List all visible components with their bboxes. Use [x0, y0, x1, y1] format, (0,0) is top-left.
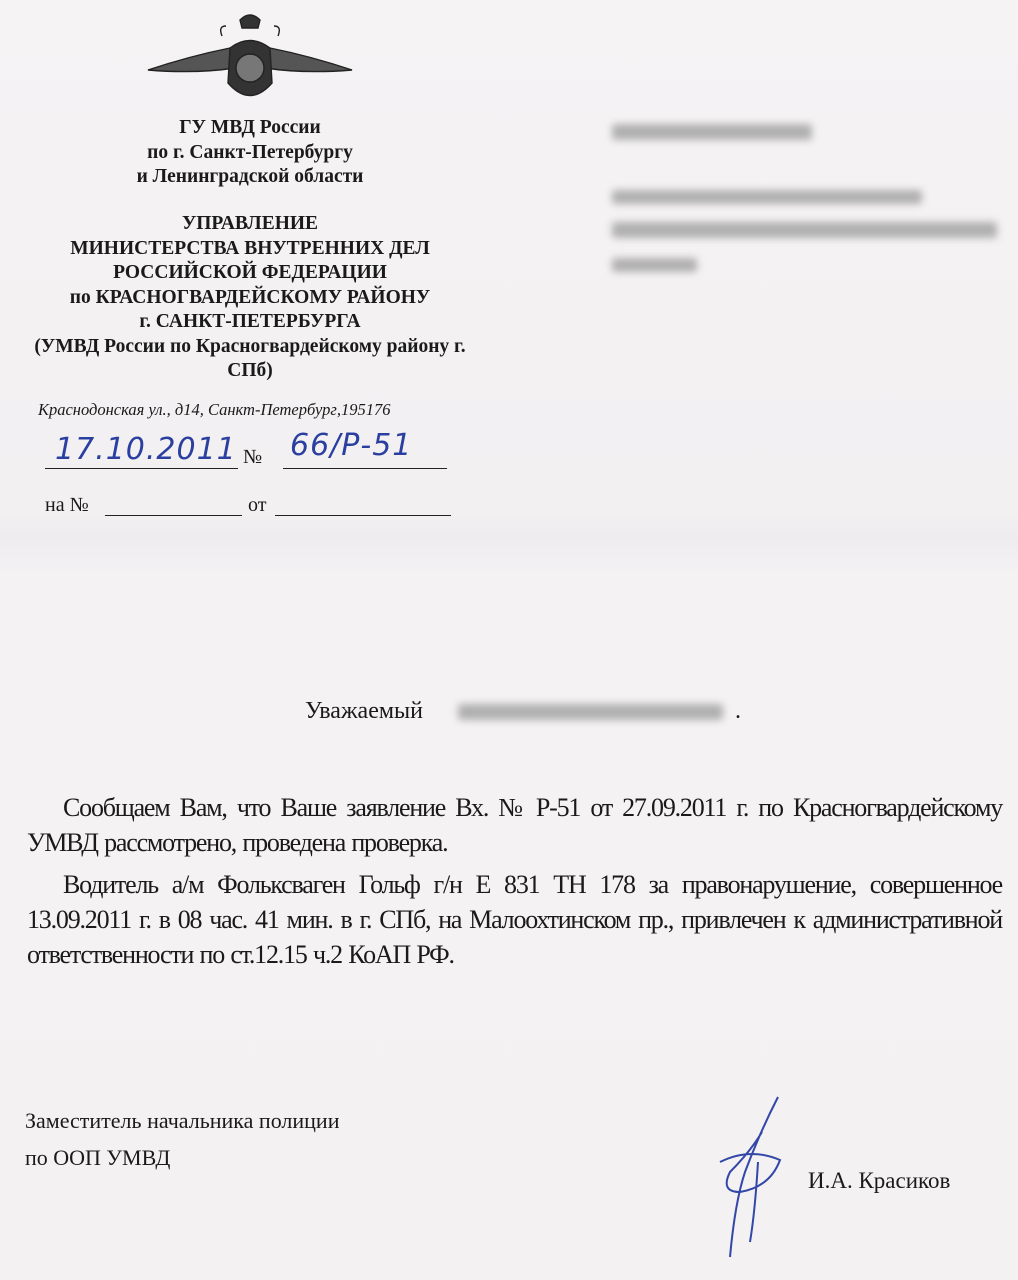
org-line: по г. Санкт-Петербургу	[147, 141, 353, 163]
signer-name: И.А. Красиков	[808, 1168, 951, 1193]
outgoing-date: 17.10.2011	[55, 432, 237, 467]
dept-line: МИНИСТЕРСТВА ВНУТРЕННИХ ДЕЛ	[70, 237, 430, 259]
outgoing-number: 66/Р-51	[290, 428, 413, 463]
redacted-recipient-name	[458, 704, 723, 720]
handwritten-signature	[700, 1092, 800, 1267]
mvd-emblem-icon	[140, 8, 360, 113]
org-line: и Ленинградской области	[136, 166, 364, 187]
body-paragraph: Сообщаем Вам, что Ваше заявление Вх. № Р-51 от 27.09.2011 г. по Красногвардейскому УМВД рассмотрено, проведена проверка.	[27, 793, 1002, 857]
signer-title: по ООП УМВД	[25, 1145, 171, 1170]
dept-line: УПРАВЛЕНИЕ	[181, 213, 319, 234]
sender-address: Краснодонская ул., д14, Санкт-Петербург,195176	[38, 400, 391, 419]
number-sign: №	[243, 446, 263, 468]
dept-line: по КРАСНОГВАРДЕЙСКОМУ РАЙОНУ	[69, 286, 431, 308]
dept-line: СПб)	[227, 360, 273, 381]
from-label: от	[248, 494, 267, 516]
dept-line: г. САНКТ-ПЕТЕРБУРГА	[139, 311, 361, 332]
reply-to-label: на №	[45, 494, 89, 516]
dept-line: (УМВД России по Красногвардейскому району г.	[34, 335, 466, 357]
org-line: ГУ МВД России	[179, 117, 321, 138]
greeting-end: .	[735, 698, 741, 724]
signer-title: Заместитель начальника полиции	[25, 1108, 340, 1133]
body-paragraph: Водитель а/м Фольксваген Гольф г/н Е 831 ТН 178 за правонарушение, совершенное 13.09.2011 г. в 08 час. 41 мин. в г. СПб, на Малоохтинском пр., привлечен к административной ответственности по ст.12.15 ч.2 КоАП РФ.	[27, 870, 1002, 969]
greeting: Уважаемый	[305, 698, 423, 724]
dept-line: РОССИЙСКОЙ ФЕДЕРАЦИИ	[113, 262, 387, 283]
